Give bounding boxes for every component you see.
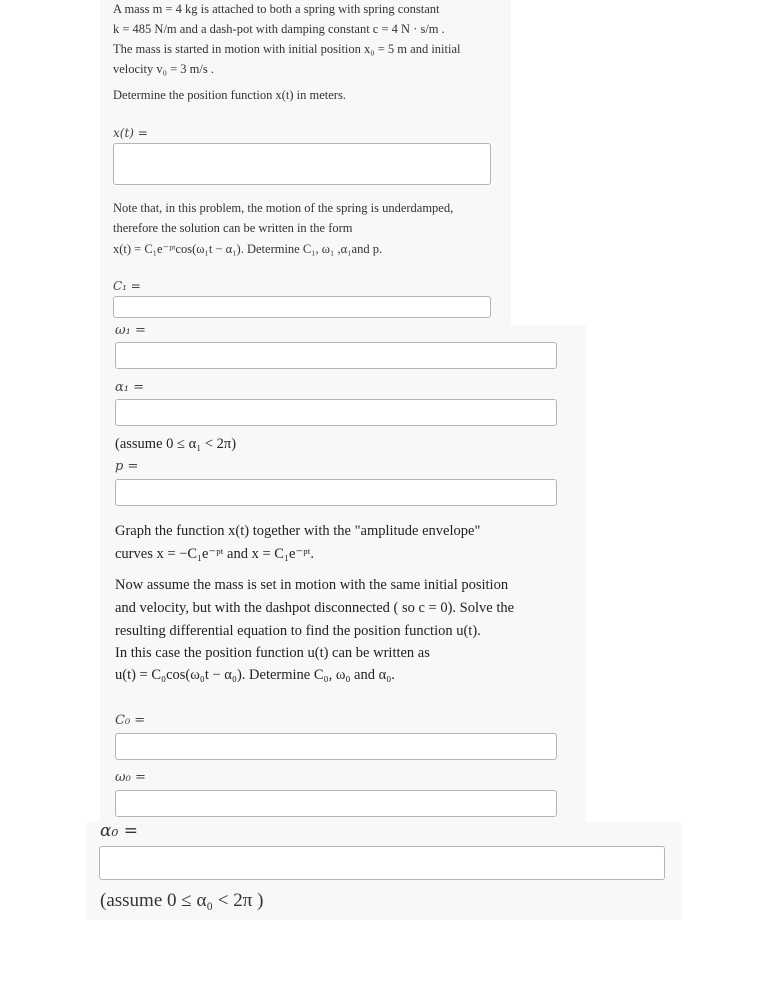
c1-label: C₁ = [113, 279, 141, 293]
a0-input[interactable] [99, 846, 665, 880]
assume-alpha1: (assume 0 ≤ α₁ < 2π) [115, 436, 237, 452]
undamped-line-5: u(t) = C₀cos(ω₀t − α₀). Determine C₀, ω₀ and α₀. [115, 667, 395, 683]
x-input[interactable] [113, 143, 491, 185]
undamped-line-2: and velocity, but with the dashpot disconnected ( so c = 0). Solve the [115, 600, 515, 616]
undamped-line-4: In this case the position function u(t) can be written as [115, 645, 430, 661]
p-input[interactable] [115, 479, 557, 506]
c1-input[interactable] [113, 296, 491, 318]
intro-line-2: k = 485 N/m and a dash-pot with damping constant c = 4 N · s/m . [113, 22, 445, 36]
a1-label: α₁ = [115, 380, 145, 395]
c0-label: C₀ = [115, 713, 146, 728]
a0-label: α₀ = [100, 821, 138, 841]
question-text: Determine the position function x(t) in meters. [113, 88, 346, 102]
assume-alpha0: (assume 0 ≤ α₀ < 2π ) [100, 890, 264, 911]
note-line-2: therefore the solution can be written in the form [113, 221, 353, 235]
a1-input[interactable] [115, 399, 557, 426]
x-label: x(t) = [113, 126, 148, 140]
c0-input[interactable] [115, 733, 557, 760]
intro-line-4: velocity v₀ = 3 m/s . [113, 62, 214, 76]
undamped-line-3: resulting differential equation to find the position function u(t). [115, 623, 481, 639]
undamped-line-1: Now assume the mass is set in motion with the same initial position [115, 577, 509, 593]
intro-line-3: The mass is started in motion with initial position x₀ = 5 m and initial [113, 42, 461, 56]
w0-input[interactable] [115, 790, 557, 817]
intro-line-1: A mass m = 4 kg is attached to both a spring with spring constant [113, 2, 440, 16]
note-line-1: Note that, in this problem, the motion of the spring is underdamped, [113, 201, 454, 215]
w1-input[interactable] [115, 342, 557, 369]
w0-label: ω₀ = [115, 770, 146, 785]
w1-label: ω₁ = [115, 323, 146, 338]
graph-line-1: Graph the function x(t) together with the "amplitude envelope" [115, 523, 481, 539]
p-label: p = [115, 459, 139, 474]
graph-line-2: curves x = −C₁e⁻ᵖᵗ and x = C₁e⁻ᵖᵗ. [115, 546, 315, 562]
note-line-3: x(t) = C₁e⁻ᵖᵗcos(ω₁t − α₁). Determine C₁, ω₁ ,α₁and p. [113, 242, 383, 256]
